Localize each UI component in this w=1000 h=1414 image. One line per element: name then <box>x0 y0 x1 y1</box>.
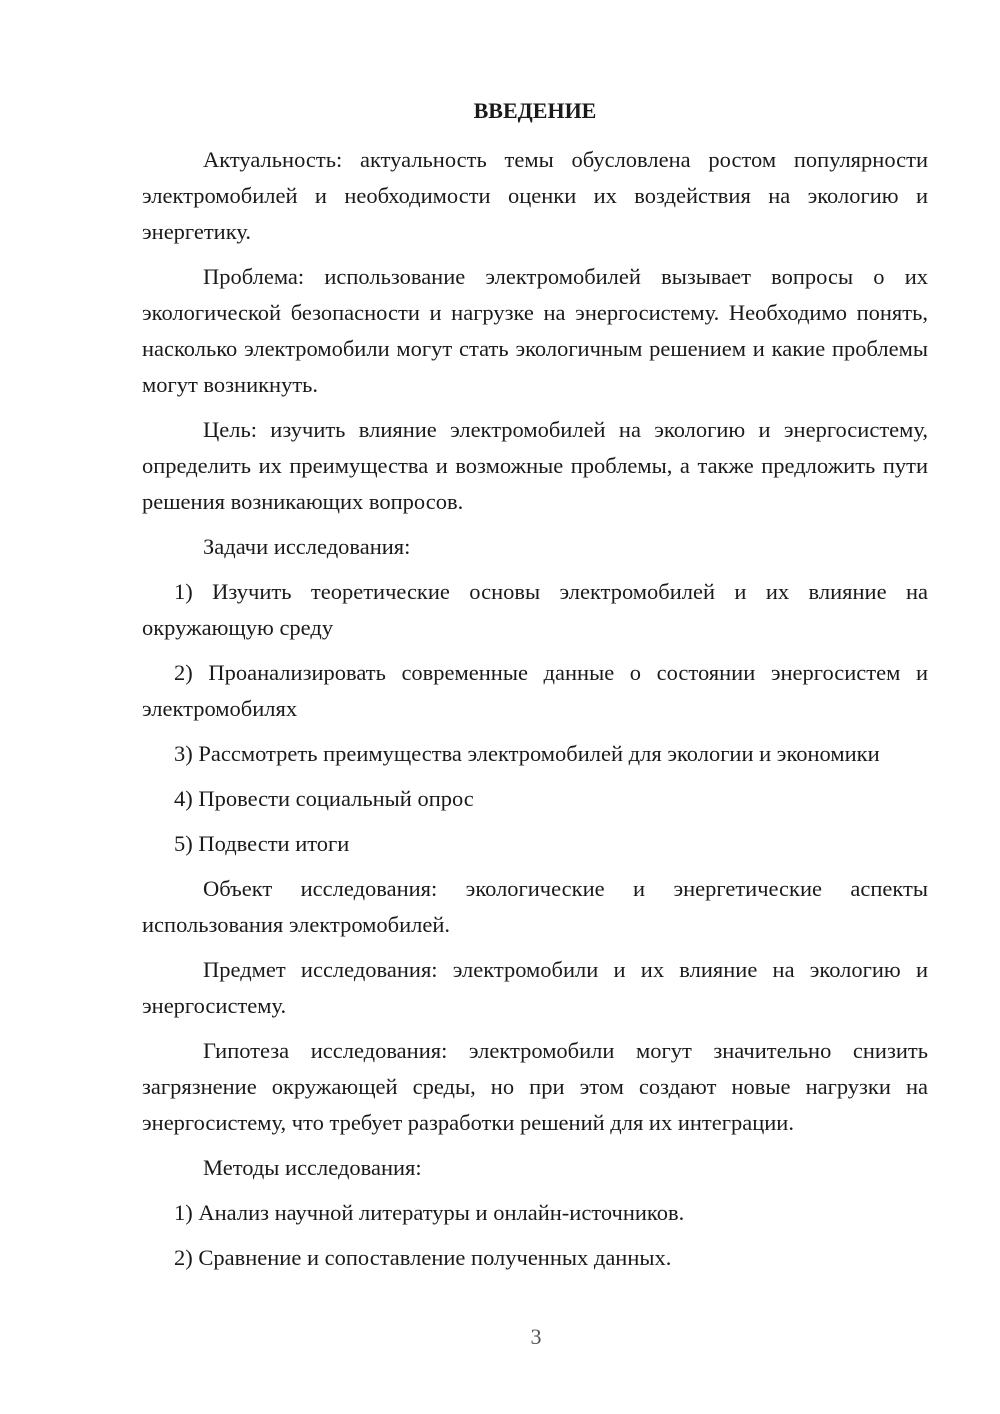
method-item: 1) Анализ научной литературы и онлайн-источников. <box>174 1200 685 1225</box>
hypothesis-paragraph: Гипотеза исследования: электромобили могут значительно снизить загрязнение окружающей среды, но при этом создают новые нагрузки на энергосистему, что требует разработки решений для их интеграции. <box>142 1038 928 1135</box>
task-item: 3) Рассмотреть преимущества электромобилей для экологии и экономики <box>174 741 880 766</box>
tasks-heading: Задачи исследования: <box>203 534 411 559</box>
page-title: ВВЕДЕНИЕ <box>473 98 597 123</box>
task-item: 4) Провести социальный опрос <box>174 786 474 811</box>
task-item: 5) Подвести итоги <box>174 831 350 856</box>
document-body <box>142 142 928 1285</box>
problem-paragraph: Проблема: использование электромобилей вызывает вопросы о их экологической безопасности и нагрузке на энергосистему. Необходимо понять, насколько электромобили могут стать экологичным решением и какие проблемы могут возникнуть. <box>142 264 928 397</box>
relevance-paragraph: Актуальность: актуальность темы обусловлена ростом популярности электромобилей и необходимости оценки их воздействия на экологию и энергетику. <box>142 147 928 244</box>
goal-paragraph: Цель: изучить влияние электромобилей на экологию и энергосистему, определить их преимущества и возможные проблемы, а также предложить пути решения возникающих вопросов. <box>142 417 928 514</box>
methods-heading: Методы исследования: <box>203 1155 422 1180</box>
task-item: 2) Проанализировать современные данные о состоянии энергосистем и электромобилях <box>142 660 928 721</box>
method-item: 2) Сравнение и сопоставление полученных данных. <box>174 1245 672 1270</box>
task-item: 1) Изучить теоретические основы электромобилей и их влияние на окружающую среду <box>142 579 928 640</box>
subject-paragraph: Предмет исследования: электромобили и их влияние на экологию и энергосистему. <box>142 957 928 1018</box>
page-number: 3 <box>530 1324 542 1349</box>
object-paragraph: Объект исследования: экологические и энергетические аспекты использования электромобилей. <box>142 876 928 937</box>
